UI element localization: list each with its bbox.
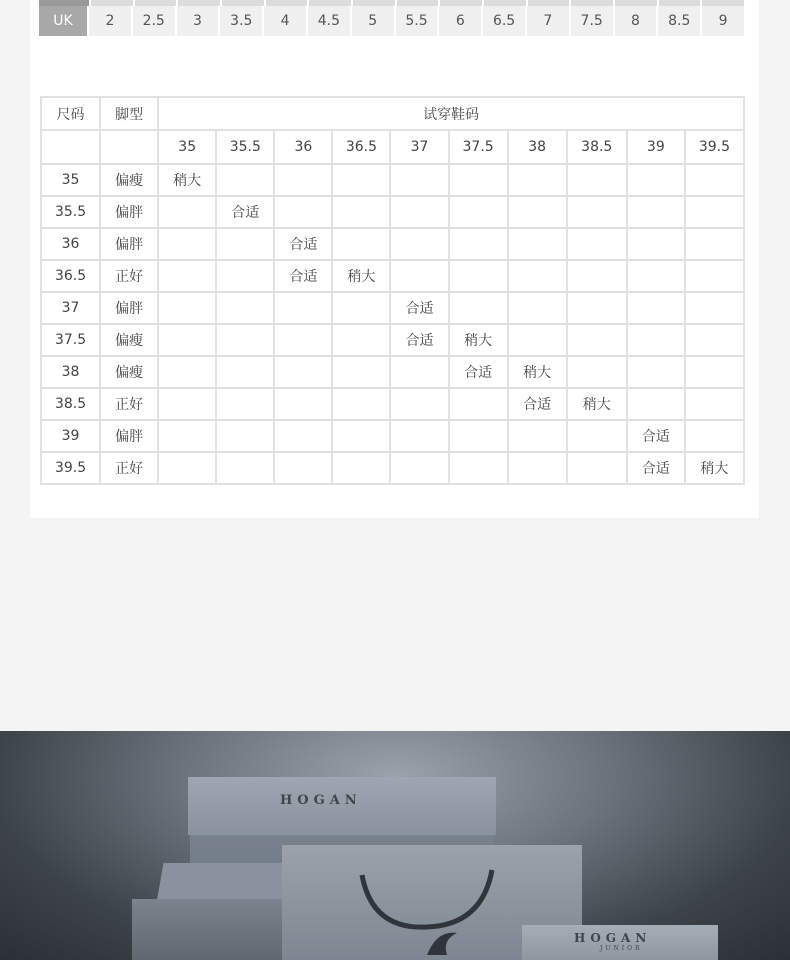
row-size-cell: 39 xyxy=(41,420,100,452)
fit-result-cell xyxy=(567,452,627,484)
fit-result-cell xyxy=(567,196,627,228)
fit-result-cell: 稍大 xyxy=(158,164,216,196)
packaging-photo xyxy=(0,731,790,960)
uk-size-row xyxy=(39,0,746,36)
uk-size-cell: 4.5 xyxy=(308,6,352,36)
row-size-cell: 38.5 xyxy=(41,388,100,420)
row-foot-type-cell: 偏胖 xyxy=(100,292,158,324)
fit-result-cell: 合适 xyxy=(627,420,685,452)
fit-result-cell xyxy=(390,356,448,388)
fit-result-cell xyxy=(216,260,274,292)
trial-size-cell: 38.5 xyxy=(567,130,627,164)
row-foot-type-cell: 偏胖 xyxy=(100,228,158,260)
fit-result-cell xyxy=(216,228,274,260)
fit-result-cell xyxy=(216,388,274,420)
fit-result-cell xyxy=(158,452,216,484)
fit-result-cell xyxy=(508,452,567,484)
fit-result-cell xyxy=(332,292,390,324)
fit-result-cell xyxy=(332,164,390,196)
fit-result-cell xyxy=(567,164,627,196)
trial-size-cell: 37.5 xyxy=(449,130,508,164)
fit-table-row xyxy=(41,196,744,228)
row-size-cell: 37.5 xyxy=(41,324,100,356)
fit-result-cell xyxy=(216,420,274,452)
fit-table-row xyxy=(41,324,744,356)
fit-result-cell: 稍大 xyxy=(508,356,567,388)
fit-result-cell xyxy=(332,420,390,452)
trial-size-header: 试穿鞋码 xyxy=(158,97,744,130)
fit-result-cell xyxy=(390,260,448,292)
row-foot-type-cell: 正好 xyxy=(100,260,158,292)
trial-size-cell: 39.5 xyxy=(685,130,744,164)
fit-result-cell xyxy=(274,356,332,388)
row-foot-type-cell: 偏瘦 xyxy=(100,164,158,196)
fit-result-cell xyxy=(508,260,567,292)
row-foot-type-cell: 偏胖 xyxy=(100,196,158,228)
fit-result-cell xyxy=(567,260,627,292)
fit-table-row xyxy=(41,356,744,388)
fit-result-cell xyxy=(567,228,627,260)
fit-result-cell xyxy=(274,452,332,484)
fit-result-cell xyxy=(158,324,216,356)
uk-size-cell: 5.5 xyxy=(396,6,440,36)
fit-result-cell xyxy=(274,292,332,324)
fit-result-cell xyxy=(567,324,627,356)
winged-logo-icon xyxy=(422,925,462,960)
fit-result-cell xyxy=(449,228,508,260)
fit-result-cell xyxy=(508,324,567,356)
fit-result-cell xyxy=(332,196,390,228)
fit-result-cell xyxy=(332,356,390,388)
fit-result-cell xyxy=(508,420,567,452)
lid-brand-text: HOGAN xyxy=(280,793,362,808)
uk-size-cell: 2.5 xyxy=(133,6,177,36)
fit-result-cell xyxy=(627,164,685,196)
fit-result-cell xyxy=(685,324,744,356)
uk-size-cell: 6.5 xyxy=(483,6,527,36)
fit-result-cell xyxy=(274,420,332,452)
fit-result-cell xyxy=(685,356,744,388)
fit-result-cell xyxy=(685,292,744,324)
empty-cell xyxy=(100,130,158,164)
trial-sizes-row xyxy=(41,130,744,164)
fit-result-cell xyxy=(449,452,508,484)
uk-size-cell: 2 xyxy=(89,6,133,36)
fit-result-cell xyxy=(390,228,448,260)
foot-type-header: 脚型 xyxy=(100,97,158,130)
fit-result-cell: 合适 xyxy=(390,324,448,356)
fit-result-cell: 合适 xyxy=(508,388,567,420)
uk-size-cell: 8 xyxy=(615,6,659,36)
fit-result-cell xyxy=(332,452,390,484)
fit-result-cell xyxy=(390,388,448,420)
row-foot-type-cell: 偏瘦 xyxy=(100,324,158,356)
uk-size-cell: 6 xyxy=(439,6,483,36)
fit-table-row xyxy=(41,260,744,292)
fit-result-cell xyxy=(627,324,685,356)
fit-result-cell xyxy=(685,388,744,420)
trial-size-cell: 37 xyxy=(390,130,448,164)
uk-size-cell: 7.5 xyxy=(571,6,615,36)
fit-result-cell xyxy=(508,164,567,196)
uk-size-cell: 3.5 xyxy=(220,6,264,36)
fit-result-cell xyxy=(449,420,508,452)
fit-result-cell xyxy=(627,228,685,260)
fit-result-cell: 合适 xyxy=(274,260,332,292)
fit-result-cell xyxy=(274,388,332,420)
uk-size-cell: 3 xyxy=(177,6,221,36)
fit-table-row xyxy=(41,420,744,452)
fit-result-cell: 合适 xyxy=(216,196,274,228)
fit-result-cell xyxy=(627,196,685,228)
fit-result-cell xyxy=(449,164,508,196)
fit-result-cell xyxy=(274,196,332,228)
fit-result-cell xyxy=(332,388,390,420)
trial-size-cell: 35 xyxy=(158,130,216,164)
fit-result-cell xyxy=(390,164,448,196)
fit-result-cell xyxy=(685,196,744,228)
fit-result-cell xyxy=(449,388,508,420)
fit-result-cell xyxy=(158,292,216,324)
row-foot-type-cell: 正好 xyxy=(100,452,158,484)
fit-table xyxy=(40,96,745,485)
fit-result-cell: 合适 xyxy=(627,452,685,484)
fit-result-cell xyxy=(216,164,274,196)
fit-result-cell xyxy=(508,196,567,228)
fit-result-cell xyxy=(158,420,216,452)
uk-size-cell: 5 xyxy=(352,6,396,36)
size-header: 尺码 xyxy=(41,97,100,130)
junior-box-subbrand-text: JUNIOR xyxy=(600,945,643,952)
fit-result-cell: 稍大 xyxy=(449,324,508,356)
shoebox-lid xyxy=(188,777,496,835)
fit-result-cell xyxy=(216,356,274,388)
fit-result-cell xyxy=(567,356,627,388)
fit-table-row xyxy=(41,228,744,260)
fit-result-cell: 合适 xyxy=(449,356,508,388)
trial-size-cell: 36 xyxy=(274,130,332,164)
fit-result-cell: 合适 xyxy=(390,292,448,324)
fit-result-cell xyxy=(216,292,274,324)
fit-result-cell xyxy=(627,356,685,388)
fit-result-cell xyxy=(390,452,448,484)
fit-result-cell xyxy=(449,292,508,324)
fit-result-cell xyxy=(627,260,685,292)
uk-size-cell: 9 xyxy=(702,6,746,36)
fit-result-cell xyxy=(332,324,390,356)
row-size-cell: 37 xyxy=(41,292,100,324)
fit-result-cell xyxy=(449,260,508,292)
row-size-cell: 36 xyxy=(41,228,100,260)
row-size-cell: 39.5 xyxy=(41,452,100,484)
fit-result-cell xyxy=(158,356,216,388)
fit-result-cell xyxy=(627,292,685,324)
fit-result-cell xyxy=(508,292,567,324)
fit-table-header-row xyxy=(41,97,744,130)
fit-result-cell xyxy=(508,228,567,260)
fit-result-cell xyxy=(685,260,744,292)
row-size-cell: 35.5 xyxy=(41,196,100,228)
row-foot-type-cell: 偏瘦 xyxy=(100,356,158,388)
fit-table-row xyxy=(41,164,744,196)
fit-result-cell xyxy=(627,388,685,420)
fit-result-cell: 合适 xyxy=(274,228,332,260)
trial-size-cell: 39 xyxy=(627,130,685,164)
lower-box-front xyxy=(132,899,292,960)
lower-box-top xyxy=(156,863,293,903)
fit-result-cell xyxy=(449,196,508,228)
fit-table-row xyxy=(41,452,744,484)
fit-result-cell xyxy=(274,324,332,356)
fit-table-row xyxy=(41,292,744,324)
row-size-cell: 35 xyxy=(41,164,100,196)
fit-result-cell xyxy=(158,196,216,228)
empty-cell xyxy=(41,130,100,164)
fit-result-cell xyxy=(274,164,332,196)
uk-size-cell: 7 xyxy=(527,6,571,36)
row-size-cell: 36.5 xyxy=(41,260,100,292)
trial-size-cell: 38 xyxy=(508,130,567,164)
fit-result-cell xyxy=(390,196,448,228)
uk-size-cell: 4 xyxy=(264,6,308,36)
row-size-cell: 38 xyxy=(41,356,100,388)
fit-result-cell xyxy=(390,420,448,452)
fit-result-cell: 稍大 xyxy=(332,260,390,292)
bag-handle-icon xyxy=(352,855,512,935)
fit-result-cell xyxy=(216,324,274,356)
trial-size-cell: 35.5 xyxy=(216,130,274,164)
fit-table-row xyxy=(41,388,744,420)
uk-row-label: UK xyxy=(39,6,89,36)
fit-result-cell xyxy=(685,420,744,452)
fit-result-cell: 稍大 xyxy=(685,452,744,484)
fit-result-cell xyxy=(685,228,744,260)
fit-result-cell xyxy=(158,388,216,420)
fit-result-cell xyxy=(158,228,216,260)
fit-result-cell: 稍大 xyxy=(567,388,627,420)
junior-box xyxy=(522,925,718,960)
trial-size-cell: 36.5 xyxy=(332,130,390,164)
fit-result-cell xyxy=(332,228,390,260)
fit-result-cell xyxy=(216,452,274,484)
row-foot-type-cell: 偏胖 xyxy=(100,420,158,452)
junior-box-brand-text: HOGAN xyxy=(574,931,652,945)
uk-size-cell: 8.5 xyxy=(658,6,702,36)
fit-result-cell xyxy=(158,260,216,292)
row-foot-type-cell: 正好 xyxy=(100,388,158,420)
fit-result-cell xyxy=(567,292,627,324)
fit-result-cell xyxy=(685,164,744,196)
fit-result-cell xyxy=(567,420,627,452)
